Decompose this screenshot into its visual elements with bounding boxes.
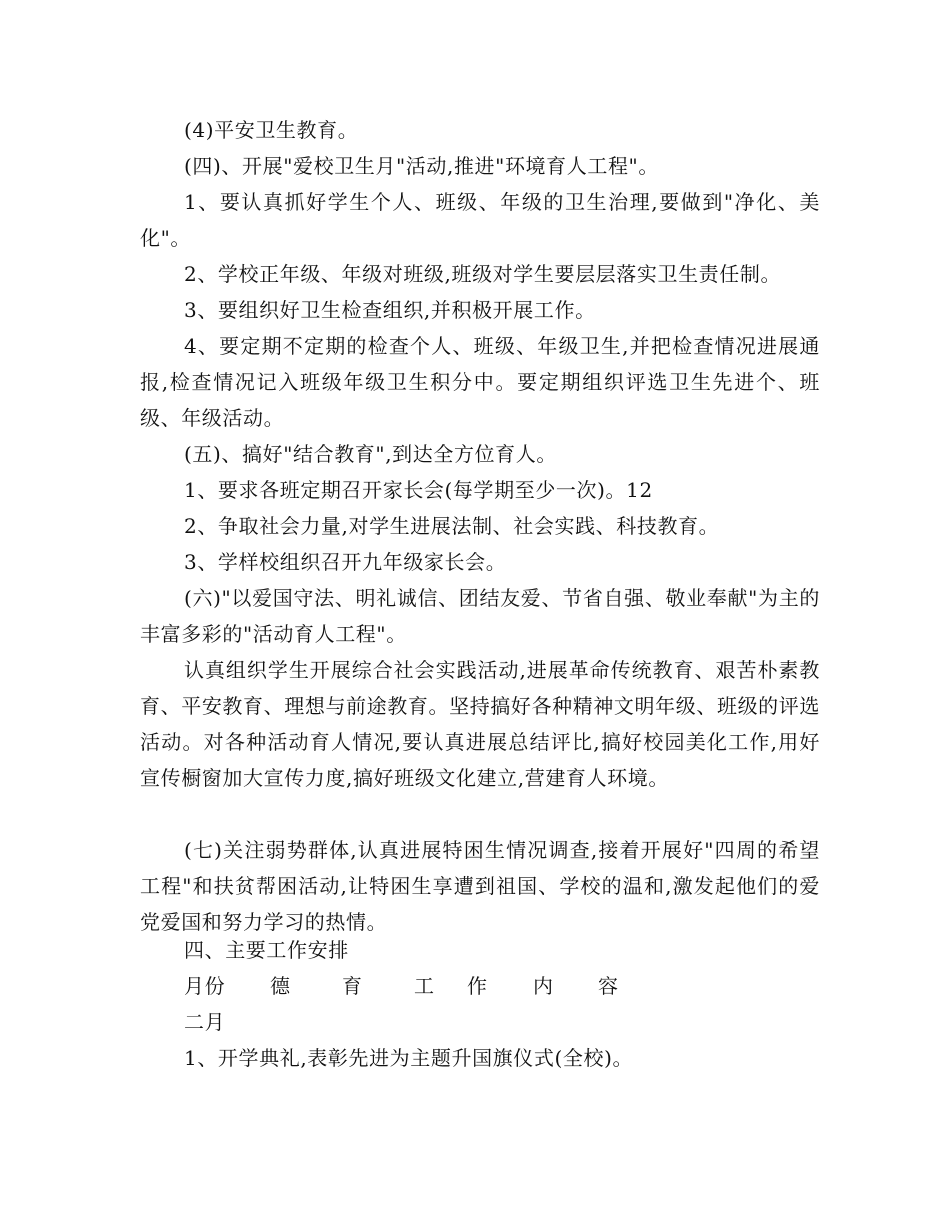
table-header-cell: 内 [533,974,554,998]
table-header-cell: 德 [270,974,291,998]
table-header-cell: 育 [342,974,363,998]
paragraph: 1、开学典礼,表彰先进为主题升国旗仪式(全校)。 [184,1046,634,1070]
paragraph: 3、要组织好卫生检查组织,并积极开展工作。 [184,298,596,322]
table-header-row [184,968,644,1004]
paragraph: 2、学校正年级、年级对班级,班级对学生要层层落实卫生责任制。 [184,262,782,286]
paragraph: (七)关注弱势群体,认真进展特困生情况调查,接着开展好"四周的希望工程"和扶贫帮困活动,让特困生享遭到祖国、学校的温和,激发起他们的爱党爱国和努力学习的热情。 [140,838,820,934]
month-label: 二月 [184,1010,226,1034]
paragraph: 1、要求各班定期召开家长会(每学期至少一次)。12 [184,478,653,502]
paragraph: (4)平安卫生教育。 [184,118,359,142]
paragraph: 认真组织学生开展综合社会实践活动,进展革命传统教育、艰苦朴素教育、平安教育、理想与前途教育。坚持搞好各种精神文明年级、班级的评选活动。对各种活动育人情况,要认真进展总结评比,搞好校园美化工作,用好宣传橱窗加大宣传力度,搞好班级文化建立,营建育人环境。 [140,658,820,790]
section-heading: (六)"以爱国守法、明礼诚信、团结友爱、节省自强、敬业奉献"为主的丰富多彩的"活动育人工程"。 [140,586,820,646]
section-heading: (五)、搞好"结合教育",到达全方位育人。 [184,442,557,466]
table-header-cell: 月份 [184,974,226,998]
section-heading: 四、主要工作安排 [184,938,349,962]
table-header-cell: 容 [598,974,619,998]
table-header-cell: 工 [414,974,435,998]
table-header-cell: 作 [467,974,488,998]
section-heading: (四)、开展"爱校卫生月"活动,推进"环境育人工程"。 [184,154,659,178]
paragraph: 2、争取社会力量,对学生进展法制、社会实践、科技教育。 [184,514,720,538]
paragraph: 4、要定期不定期的检查个人、班级、年级卫生,并把检查情况进展通报,检查情况记入班级年级卫生积分中。要定期组织评选卫生先进个、班级、年级活动。 [140,334,820,430]
paragraph: 3、学样校组织召开九年级家长会。 [184,550,507,574]
paragraph: 1、要认真抓好学生个人、班级、年级的卫生治理,要做到"净化、美化"。 [140,190,820,250]
